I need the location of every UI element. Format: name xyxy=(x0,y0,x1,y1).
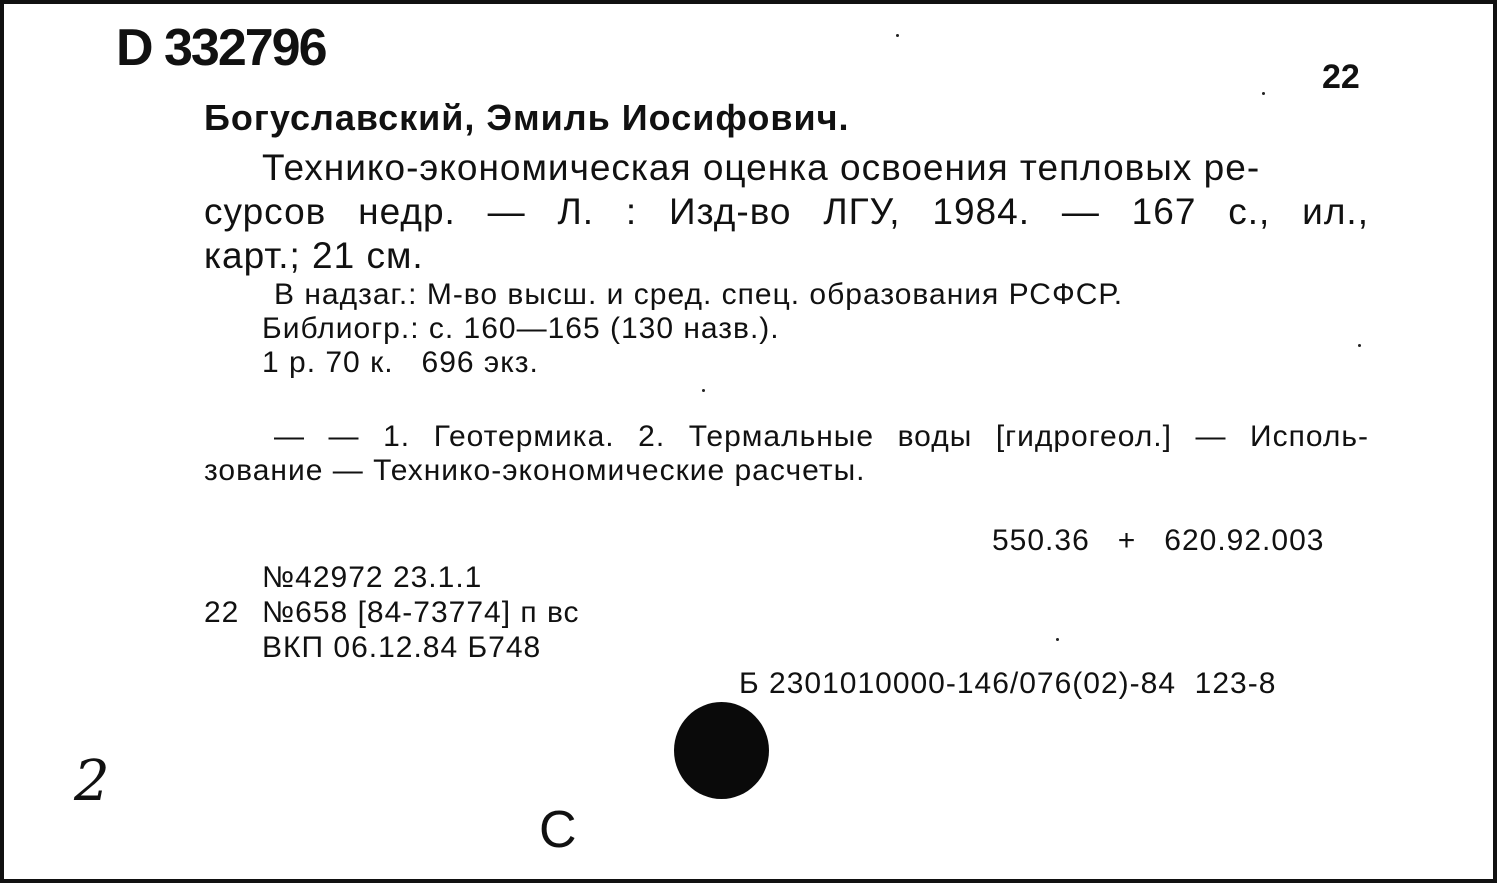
title-line: Технико-экономическая оценка освоения тепловых ре- xyxy=(262,147,1261,188)
note-line: В надзаг.: М-во высш. и сред. спец. образования РСФСР. xyxy=(274,278,1124,311)
admin-line-2 xyxy=(204,595,580,630)
admin-line: ВКП 06.12.84 Б748 xyxy=(262,631,542,664)
admin-line: №42972 23.1.1 xyxy=(262,561,483,594)
speck xyxy=(702,389,705,392)
title-line: карт.; 21 см. xyxy=(204,235,424,276)
letter-mark: С xyxy=(539,801,577,859)
bbk-code: Б 2301010000-146/076(02)-84 123-8 xyxy=(739,667,1277,700)
title-line: сурсов недр. — Л. : Изд-во ЛГУ, 1984. — 167 с., ил., xyxy=(204,191,1369,232)
notes-block xyxy=(262,278,1123,380)
note-line: 1 р. 70 к. 696 экз. xyxy=(262,346,539,379)
admin-prefix: 22 xyxy=(204,596,240,629)
punch-hole xyxy=(674,702,769,799)
speck xyxy=(1358,344,1361,347)
title-block xyxy=(204,146,1369,278)
speck xyxy=(896,34,899,37)
admin-block xyxy=(204,560,580,665)
speck xyxy=(1262,92,1265,95)
subject-line: зование — Технико-экономические расчеты. xyxy=(204,454,866,487)
handwritten-mark: 2 xyxy=(74,749,110,814)
subject-headings xyxy=(204,420,1369,488)
udc-index: 550.36 + 620.92.003 xyxy=(992,524,1325,557)
note-line: Библиогр.: с. 160—165 (130 назв.). xyxy=(262,312,780,345)
card-code: D 332796 xyxy=(116,19,326,77)
author-heading: Богуславский, Эмиль Иосифович. xyxy=(204,97,850,138)
speck xyxy=(1056,638,1059,641)
card-number: 22 xyxy=(1322,58,1360,96)
subject-line: — — 1. Геотермика. 2. Термальные воды [гидрогеол.] — Исполь- xyxy=(274,420,1369,453)
admin-line: №658 [84-73774] п вс xyxy=(262,596,580,629)
